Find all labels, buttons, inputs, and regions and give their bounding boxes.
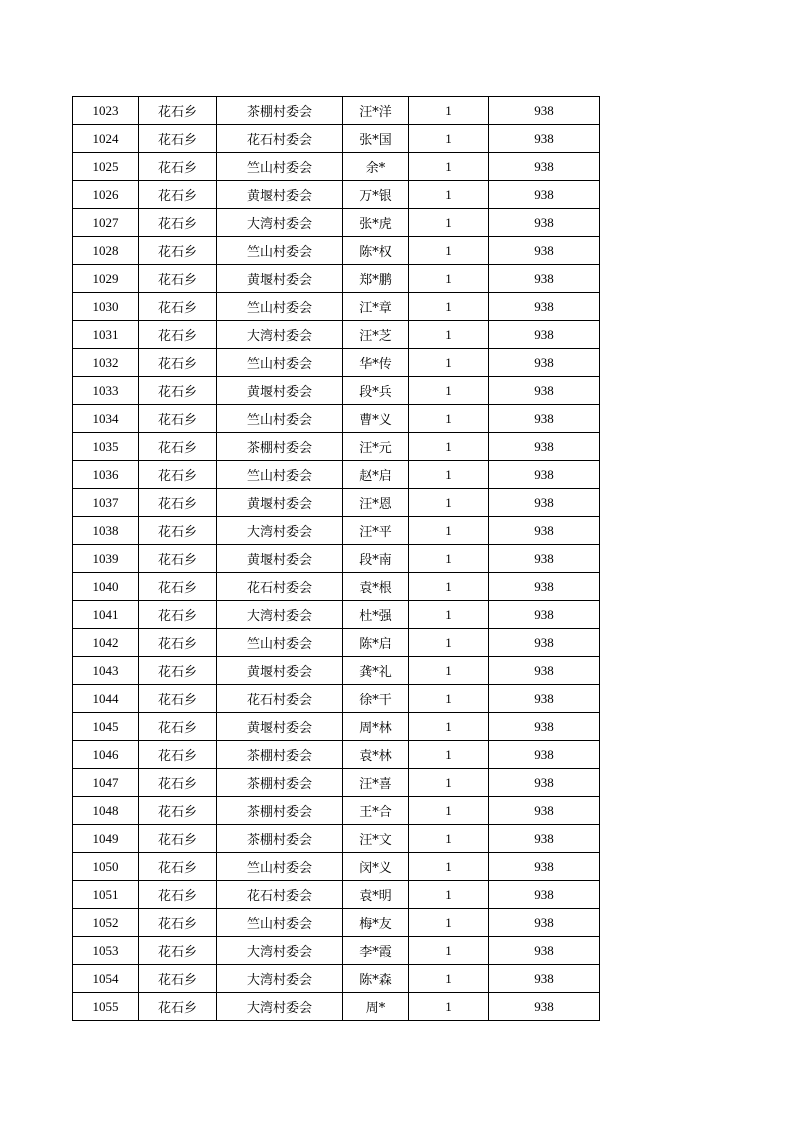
person-name-cell: 袁*明	[343, 881, 409, 909]
village-committee-cell: 茶棚村委会	[217, 797, 343, 825]
person-name-cell: 陈*启	[343, 629, 409, 657]
table-row	[73, 97, 600, 125]
township-cell: 花石乡	[139, 209, 217, 237]
township-cell: 花石乡	[139, 769, 217, 797]
village-committee-cell: 大湾村委会	[217, 937, 343, 965]
township-cell: 花石乡	[139, 741, 217, 769]
township-cell: 花石乡	[139, 629, 217, 657]
quantity-cell: 1	[409, 405, 489, 433]
table-row	[73, 461, 600, 489]
row-number-cell: 1030	[73, 293, 139, 321]
village-committee-cell: 竺山村委会	[217, 349, 343, 377]
village-committee-cell: 花石村委会	[217, 881, 343, 909]
table-row	[73, 965, 600, 993]
village-committee-cell: 大湾村委会	[217, 993, 343, 1021]
village-committee-cell: 黄堰村委会	[217, 265, 343, 293]
township-cell: 花石乡	[139, 909, 217, 937]
amount-cell: 938	[489, 741, 600, 769]
village-committee-cell: 竺山村委会	[217, 293, 343, 321]
person-name-cell: 汪*芝	[343, 321, 409, 349]
township-cell: 花石乡	[139, 965, 217, 993]
quantity-cell: 1	[409, 125, 489, 153]
amount-cell: 938	[489, 265, 600, 293]
person-name-cell: 赵*启	[343, 461, 409, 489]
row-number-cell: 1036	[73, 461, 139, 489]
township-cell: 花石乡	[139, 293, 217, 321]
township-cell: 花石乡	[139, 321, 217, 349]
row-number-cell: 1043	[73, 657, 139, 685]
person-name-cell: 汪*恩	[343, 489, 409, 517]
village-committee-cell: 花石村委会	[217, 685, 343, 713]
person-name-cell: 袁*根	[343, 573, 409, 601]
village-committee-cell: 竺山村委会	[217, 461, 343, 489]
person-name-cell: 张*虎	[343, 209, 409, 237]
quantity-cell: 1	[409, 909, 489, 937]
row-number-cell: 1031	[73, 321, 139, 349]
row-number-cell: 1028	[73, 237, 139, 265]
row-number-cell: 1027	[73, 209, 139, 237]
row-number-cell: 1040	[73, 573, 139, 601]
person-name-cell: 段*兵	[343, 377, 409, 405]
table-row	[73, 209, 600, 237]
township-cell: 花石乡	[139, 825, 217, 853]
village-committee-cell: 竺山村委会	[217, 153, 343, 181]
township-cell: 花石乡	[139, 489, 217, 517]
village-committee-cell: 竺山村委会	[217, 909, 343, 937]
person-name-cell: 华*传	[343, 349, 409, 377]
quantity-cell: 1	[409, 825, 489, 853]
row-number-cell: 1029	[73, 265, 139, 293]
amount-cell: 938	[489, 657, 600, 685]
table-row	[73, 237, 600, 265]
quantity-cell: 1	[409, 713, 489, 741]
township-cell: 花石乡	[139, 377, 217, 405]
row-number-cell: 1055	[73, 993, 139, 1021]
township-cell: 花石乡	[139, 937, 217, 965]
quantity-cell: 1	[409, 629, 489, 657]
amount-cell: 938	[489, 573, 600, 601]
table-row	[73, 293, 600, 321]
quantity-cell: 1	[409, 321, 489, 349]
table-row	[73, 937, 600, 965]
township-cell: 花石乡	[139, 125, 217, 153]
township-cell: 花石乡	[139, 601, 217, 629]
table-row	[73, 685, 600, 713]
quantity-cell: 1	[409, 489, 489, 517]
amount-cell: 938	[489, 125, 600, 153]
quantity-cell: 1	[409, 293, 489, 321]
table-row	[73, 769, 600, 797]
table-row	[73, 265, 600, 293]
township-cell: 花石乡	[139, 181, 217, 209]
amount-cell: 938	[489, 97, 600, 125]
row-number-cell: 1026	[73, 181, 139, 209]
person-name-cell: 王*合	[343, 797, 409, 825]
village-committee-cell: 黄堰村委会	[217, 713, 343, 741]
person-name-cell: 段*南	[343, 545, 409, 573]
village-committee-cell: 茶棚村委会	[217, 769, 343, 797]
person-name-cell: 陈*权	[343, 237, 409, 265]
township-cell: 花石乡	[139, 853, 217, 881]
table-row	[73, 405, 600, 433]
person-name-cell: 万*银	[343, 181, 409, 209]
table-row	[73, 825, 600, 853]
row-number-cell: 1049	[73, 825, 139, 853]
amount-cell: 938	[489, 349, 600, 377]
quantity-cell: 1	[409, 685, 489, 713]
row-number-cell: 1051	[73, 881, 139, 909]
amount-cell: 938	[489, 853, 600, 881]
township-cell: 花石乡	[139, 797, 217, 825]
township-cell: 花石乡	[139, 993, 217, 1021]
row-number-cell: 1024	[73, 125, 139, 153]
table-row	[73, 741, 600, 769]
quantity-cell: 1	[409, 965, 489, 993]
amount-cell: 938	[489, 769, 600, 797]
quantity-cell: 1	[409, 237, 489, 265]
township-cell: 花石乡	[139, 657, 217, 685]
person-name-cell: 张*国	[343, 125, 409, 153]
village-committee-cell: 黄堰村委会	[217, 377, 343, 405]
row-number-cell: 1042	[73, 629, 139, 657]
township-cell: 花石乡	[139, 461, 217, 489]
person-name-cell: 郑*鹏	[343, 265, 409, 293]
quantity-cell: 1	[409, 741, 489, 769]
person-name-cell: 汪*元	[343, 433, 409, 461]
village-committee-cell: 大湾村委会	[217, 965, 343, 993]
table-row	[73, 153, 600, 181]
amount-cell: 938	[489, 909, 600, 937]
quantity-cell: 1	[409, 181, 489, 209]
township-cell: 花石乡	[139, 685, 217, 713]
person-name-cell: 陈*森	[343, 965, 409, 993]
amount-cell: 938	[489, 825, 600, 853]
village-committee-cell: 竺山村委会	[217, 629, 343, 657]
table-row	[73, 713, 600, 741]
table-row	[73, 377, 600, 405]
township-cell: 花石乡	[139, 881, 217, 909]
amount-cell: 938	[489, 713, 600, 741]
row-number-cell: 1039	[73, 545, 139, 573]
table-row	[73, 349, 600, 377]
amount-cell: 938	[489, 209, 600, 237]
amount-cell: 938	[489, 433, 600, 461]
village-committee-cell: 竺山村委会	[217, 405, 343, 433]
table-row	[73, 601, 600, 629]
amount-cell: 938	[489, 181, 600, 209]
amount-cell: 938	[489, 461, 600, 489]
table-row	[73, 993, 600, 1021]
amount-cell: 938	[489, 685, 600, 713]
quantity-cell: 1	[409, 993, 489, 1021]
village-committee-cell: 大湾村委会	[217, 321, 343, 349]
row-number-cell: 1044	[73, 685, 139, 713]
amount-cell: 938	[489, 237, 600, 265]
village-committee-cell: 竺山村委会	[217, 853, 343, 881]
table-row	[73, 489, 600, 517]
amount-cell: 938	[489, 965, 600, 993]
amount-cell: 938	[489, 881, 600, 909]
quantity-cell: 1	[409, 517, 489, 545]
row-number-cell: 1041	[73, 601, 139, 629]
row-number-cell: 1038	[73, 517, 139, 545]
village-committee-cell: 竺山村委会	[217, 237, 343, 265]
village-committee-cell: 黄堰村委会	[217, 181, 343, 209]
quantity-cell: 1	[409, 881, 489, 909]
amount-cell: 938	[489, 629, 600, 657]
village-committee-cell: 茶棚村委会	[217, 97, 343, 125]
quantity-cell: 1	[409, 265, 489, 293]
row-number-cell: 1032	[73, 349, 139, 377]
quantity-cell: 1	[409, 573, 489, 601]
quantity-cell: 1	[409, 937, 489, 965]
row-number-cell: 1035	[73, 433, 139, 461]
person-name-cell: 余*	[343, 153, 409, 181]
township-cell: 花石乡	[139, 573, 217, 601]
row-number-cell: 1033	[73, 377, 139, 405]
row-number-cell: 1023	[73, 97, 139, 125]
person-name-cell: 徐*干	[343, 685, 409, 713]
table-row	[73, 909, 600, 937]
quantity-cell: 1	[409, 433, 489, 461]
row-number-cell: 1052	[73, 909, 139, 937]
village-committee-cell: 花石村委会	[217, 573, 343, 601]
person-name-cell: 龚*礼	[343, 657, 409, 685]
village-committee-cell: 大湾村委会	[217, 517, 343, 545]
amount-cell: 938	[489, 377, 600, 405]
township-cell: 花石乡	[139, 97, 217, 125]
village-committee-cell: 大湾村委会	[217, 209, 343, 237]
table-row	[73, 853, 600, 881]
table-row	[73, 181, 600, 209]
person-name-cell: 李*霞	[343, 937, 409, 965]
person-name-cell: 曹*义	[343, 405, 409, 433]
row-number-cell: 1053	[73, 937, 139, 965]
township-cell: 花石乡	[139, 517, 217, 545]
village-committee-cell: 花石村委会	[217, 125, 343, 153]
township-cell: 花石乡	[139, 237, 217, 265]
quantity-cell: 1	[409, 545, 489, 573]
person-name-cell: 汪*洋	[343, 97, 409, 125]
person-name-cell: 闵*义	[343, 853, 409, 881]
quantity-cell: 1	[409, 97, 489, 125]
amount-cell: 938	[489, 153, 600, 181]
quantity-cell: 1	[409, 797, 489, 825]
quantity-cell: 1	[409, 853, 489, 881]
village-committee-cell: 茶棚村委会	[217, 741, 343, 769]
township-cell: 花石乡	[139, 713, 217, 741]
person-name-cell: 汪*平	[343, 517, 409, 545]
row-number-cell: 1047	[73, 769, 139, 797]
table-row	[73, 321, 600, 349]
row-number-cell: 1045	[73, 713, 139, 741]
quantity-cell: 1	[409, 153, 489, 181]
village-committee-cell: 茶棚村委会	[217, 433, 343, 461]
quantity-cell: 1	[409, 769, 489, 797]
person-name-cell: 杜*强	[343, 601, 409, 629]
records-table	[72, 96, 600, 1021]
amount-cell: 938	[489, 993, 600, 1021]
township-cell: 花石乡	[139, 433, 217, 461]
amount-cell: 938	[489, 937, 600, 965]
quantity-cell: 1	[409, 377, 489, 405]
amount-cell: 938	[489, 293, 600, 321]
table-row	[73, 517, 600, 545]
row-number-cell: 1025	[73, 153, 139, 181]
person-name-cell: 江*章	[343, 293, 409, 321]
table-row	[73, 573, 600, 601]
person-name-cell: 周*林	[343, 713, 409, 741]
village-committee-cell: 黄堰村委会	[217, 489, 343, 517]
township-cell: 花石乡	[139, 265, 217, 293]
amount-cell: 938	[489, 489, 600, 517]
village-committee-cell: 大湾村委会	[217, 601, 343, 629]
row-number-cell: 1054	[73, 965, 139, 993]
village-committee-cell: 黄堰村委会	[217, 545, 343, 573]
village-committee-cell: 黄堰村委会	[217, 657, 343, 685]
person-name-cell: 梅*友	[343, 909, 409, 937]
table-row	[73, 657, 600, 685]
township-cell: 花石乡	[139, 405, 217, 433]
table-row	[73, 545, 600, 573]
row-number-cell: 1046	[73, 741, 139, 769]
person-name-cell: 周*	[343, 993, 409, 1021]
row-number-cell: 1034	[73, 405, 139, 433]
township-cell: 花石乡	[139, 153, 217, 181]
row-number-cell: 1048	[73, 797, 139, 825]
quantity-cell: 1	[409, 657, 489, 685]
quantity-cell: 1	[409, 461, 489, 489]
table-row	[73, 433, 600, 461]
amount-cell: 938	[489, 545, 600, 573]
table-row	[73, 797, 600, 825]
person-name-cell: 汪*文	[343, 825, 409, 853]
village-committee-cell: 茶棚村委会	[217, 825, 343, 853]
amount-cell: 938	[489, 601, 600, 629]
person-name-cell: 袁*林	[343, 741, 409, 769]
amount-cell: 938	[489, 321, 600, 349]
quantity-cell: 1	[409, 349, 489, 377]
row-number-cell: 1050	[73, 853, 139, 881]
records-table-body	[73, 97, 600, 1021]
person-name-cell: 汪*喜	[343, 769, 409, 797]
table-row	[73, 629, 600, 657]
table-row	[73, 125, 600, 153]
amount-cell: 938	[489, 517, 600, 545]
row-number-cell: 1037	[73, 489, 139, 517]
quantity-cell: 1	[409, 601, 489, 629]
quantity-cell: 1	[409, 209, 489, 237]
township-cell: 花石乡	[139, 349, 217, 377]
amount-cell: 938	[489, 405, 600, 433]
amount-cell: 938	[489, 797, 600, 825]
table-row	[73, 881, 600, 909]
township-cell: 花石乡	[139, 545, 217, 573]
